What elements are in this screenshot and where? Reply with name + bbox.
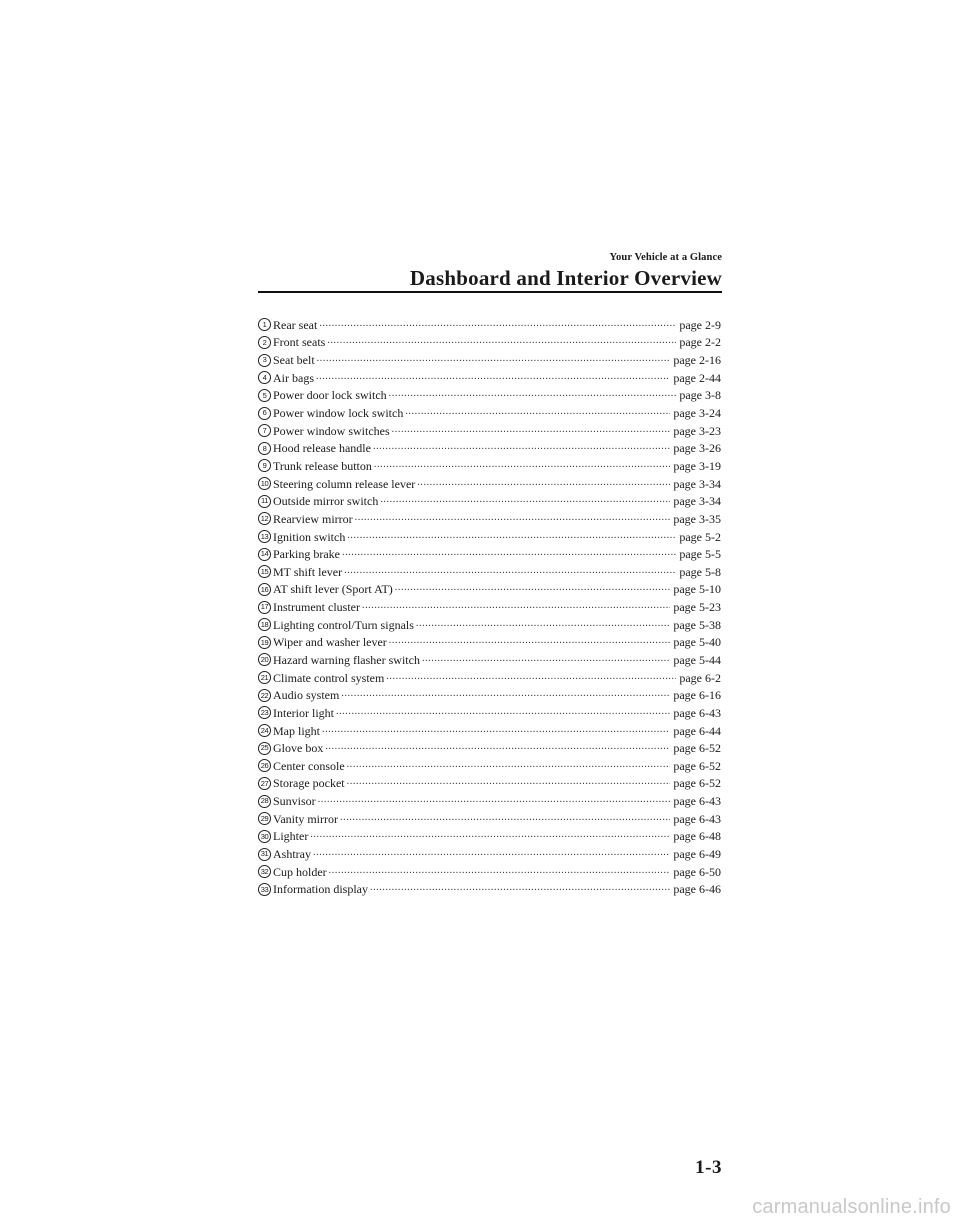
circled-number-badge: 16 — [258, 583, 271, 596]
circled-number-badge: 18 — [258, 618, 271, 631]
page-reference: page 3-23 — [673, 423, 721, 438]
list-item — [258, 492, 721, 510]
list-item — [258, 598, 721, 616]
dot-leader — [422, 652, 670, 666]
circled-number-badge: 12 — [258, 512, 271, 525]
list-item — [258, 404, 721, 422]
list-item — [258, 316, 721, 334]
dot-leader — [417, 476, 670, 490]
circled-number-badge: 2 — [258, 336, 271, 349]
header-rule — [258, 291, 722, 293]
page-reference: page 5-38 — [673, 617, 721, 632]
list-item — [258, 439, 721, 457]
list-item — [258, 616, 721, 634]
page-reference: page 6-49 — [673, 847, 721, 862]
list-item — [258, 510, 721, 528]
item-label: Steering column release lever — [273, 476, 416, 491]
page-number: 1-3 — [695, 1157, 722, 1178]
item-label: AT shift lever (Sport AT) — [273, 582, 393, 597]
page-reference: page 3-24 — [673, 406, 721, 421]
page-reference: page 5-2 — [679, 529, 721, 544]
list-item — [258, 634, 721, 652]
list-item — [258, 369, 721, 387]
item-label: Interior light — [273, 705, 334, 720]
list-item — [258, 828, 721, 846]
list-item — [258, 581, 721, 599]
dot-leader — [362, 599, 670, 613]
list-item — [258, 863, 721, 881]
list-item — [258, 669, 721, 687]
dot-leader — [316, 370, 670, 384]
circled-number-badge: 17 — [258, 601, 271, 614]
page-reference: page 6-52 — [673, 758, 721, 773]
page-reference: page 6-2 — [679, 670, 721, 685]
item-label: Glove box — [273, 741, 324, 756]
list-item — [258, 845, 721, 863]
page-reference: page 6-48 — [673, 829, 721, 844]
dot-leader — [374, 458, 670, 472]
circled-number-badge: 4 — [258, 371, 271, 384]
circled-number-badge: 32 — [258, 865, 271, 878]
page-title: Dashboard and Interior Overview — [409, 266, 722, 290]
page-reference: page 3-26 — [673, 441, 721, 456]
list-item — [258, 686, 721, 704]
page-reference: page 2-2 — [679, 335, 721, 350]
page-reference: page 6-44 — [673, 723, 721, 738]
dot-leader — [347, 758, 671, 772]
list-item — [258, 351, 721, 369]
page-reference: page 5-5 — [679, 547, 721, 562]
list-item — [258, 757, 721, 775]
item-label: Rear seat — [273, 317, 318, 332]
circled-number-badge: 15 — [258, 565, 271, 578]
dot-leader — [405, 405, 670, 419]
dot-leader — [344, 564, 676, 578]
item-label: MT shift lever — [273, 564, 343, 579]
page-reference: page 2-9 — [679, 317, 721, 332]
page-reference: page 3-19 — [673, 458, 721, 473]
item-label: Map light — [273, 723, 320, 738]
dot-leader — [329, 864, 671, 878]
circled-number-badge: 23 — [258, 706, 271, 719]
page-reference: page 5-44 — [673, 652, 721, 667]
dot-leader — [347, 529, 676, 543]
page-reference: page 2-16 — [673, 353, 721, 368]
circled-number-badge: 31 — [258, 848, 271, 861]
dot-leader — [325, 740, 670, 754]
page-reference: page 3-34 — [673, 494, 721, 509]
circled-number-badge: 11 — [258, 495, 271, 508]
dot-leader — [336, 705, 670, 719]
page-reference: page 3-35 — [673, 511, 721, 526]
item-label: Instrument cluster — [273, 600, 360, 615]
list-item — [258, 704, 721, 722]
list-item — [258, 739, 721, 757]
page-header — [258, 252, 722, 290]
circled-number-badge: 14 — [258, 548, 271, 561]
dot-leader — [416, 617, 670, 631]
dot-leader — [327, 334, 676, 348]
dot-leader — [386, 670, 676, 684]
list-item — [258, 387, 721, 405]
item-label: Power door lock switch — [273, 388, 387, 403]
item-label: Front seats — [273, 335, 326, 350]
page-reference: page 3-34 — [673, 476, 721, 491]
item-label: Sunvisor — [273, 794, 316, 809]
item-label: Ashtray — [273, 847, 311, 862]
circled-number-badge: 27 — [258, 777, 271, 790]
page-reference: page 5-40 — [673, 635, 721, 650]
page-reference: page 6-46 — [673, 882, 721, 897]
dot-leader — [342, 546, 676, 560]
circled-number-badge: 21 — [258, 671, 271, 684]
circled-number-badge: 8 — [258, 442, 271, 455]
page-reference: page 6-43 — [673, 794, 721, 809]
circled-number-badge: 26 — [258, 759, 271, 772]
item-label: Power window lock switch — [273, 406, 404, 421]
list-item — [258, 563, 721, 581]
dot-leader — [392, 423, 671, 437]
page-reference: page 5-8 — [679, 564, 721, 579]
item-label: Air bags — [273, 370, 314, 385]
item-label: Outside mirror switch — [273, 494, 379, 509]
dot-leader — [373, 440, 670, 454]
page-reference: page 6-50 — [673, 864, 721, 879]
item-label: Center console — [273, 758, 345, 773]
item-label: Vanity mirror — [273, 811, 338, 826]
section-label: Your Vehicle at a Glance — [609, 252, 722, 263]
dot-leader — [389, 634, 671, 648]
dot-leader — [380, 493, 670, 507]
list-item — [258, 651, 721, 669]
item-label: Parking brake — [273, 547, 340, 562]
dot-leader — [313, 846, 670, 860]
circled-number-badge: 24 — [258, 724, 271, 737]
item-label: Power window switches — [273, 423, 390, 438]
circled-number-badge: 10 — [258, 477, 271, 490]
page-reference: page 3-8 — [679, 388, 721, 403]
page-reference: page 5-10 — [673, 582, 721, 597]
dot-leader — [389, 387, 677, 401]
list-item — [258, 422, 721, 440]
item-label: Climate control system — [273, 670, 385, 685]
dot-leader — [310, 828, 670, 842]
list-item — [258, 792, 721, 810]
item-label: Hood release handle — [273, 441, 371, 456]
page-reference: page 6-16 — [673, 688, 721, 703]
item-label: Lighting control/Turn signals — [273, 617, 414, 632]
list-item — [258, 528, 721, 546]
item-label: Rearview mirror — [273, 511, 353, 526]
item-label: Wiper and washer lever — [273, 635, 387, 650]
circled-number-badge: 20 — [258, 653, 271, 666]
list-item — [258, 810, 721, 828]
circled-number-badge: 30 — [258, 830, 271, 843]
item-label: Information display — [273, 882, 368, 897]
dot-leader — [355, 511, 671, 525]
circled-number-badge: 28 — [258, 795, 271, 808]
circled-number-badge: 22 — [258, 689, 271, 702]
item-label: Hazard warning flasher switch — [273, 652, 420, 667]
circled-number-badge: 29 — [258, 812, 271, 825]
item-label: Ignition switch — [273, 529, 346, 544]
item-reference-list — [258, 316, 721, 898]
circled-number-badge: 13 — [258, 530, 271, 543]
page-reference: page 5-23 — [673, 600, 721, 615]
item-label: Lighter — [273, 829, 309, 844]
list-item — [258, 722, 721, 740]
item-label: Trunk release button — [273, 458, 372, 473]
circled-number-badge: 1 — [258, 318, 271, 331]
dot-leader — [317, 352, 671, 366]
circled-number-badge: 7 — [258, 424, 271, 437]
list-item — [258, 775, 721, 793]
circled-number-badge: 9 — [258, 459, 271, 472]
circled-number-badge: 5 — [258, 389, 271, 402]
list-item — [258, 475, 721, 493]
page-reference: page 6-52 — [673, 741, 721, 756]
circled-number-badge: 3 — [258, 354, 271, 367]
dot-leader — [347, 775, 671, 789]
item-label: Audio system — [273, 688, 340, 703]
dot-leader — [370, 881, 670, 895]
circled-number-badge: 6 — [258, 407, 271, 420]
item-label: Storage pocket — [273, 776, 345, 791]
page-reference: page 6-43 — [673, 705, 721, 720]
list-item — [258, 545, 721, 563]
circled-number-badge: 25 — [258, 742, 271, 755]
item-label: Seat belt — [273, 353, 315, 368]
watermark-text: carmanualsonline.info — [752, 1196, 951, 1218]
dot-leader — [395, 581, 671, 595]
list-item — [258, 881, 721, 899]
dot-leader — [341, 687, 670, 701]
circled-number-badge: 33 — [258, 883, 271, 896]
item-label: Cup holder — [273, 864, 327, 879]
dot-leader — [319, 317, 676, 331]
list-item — [258, 457, 721, 475]
page-reference: page 6-43 — [673, 811, 721, 826]
list-item — [258, 334, 721, 352]
dot-leader — [340, 811, 670, 825]
circled-number-badge: 19 — [258, 636, 271, 649]
page-reference: page 2-44 — [673, 370, 721, 385]
dot-leader — [318, 793, 671, 807]
dot-leader — [322, 723, 670, 737]
page-reference: page 6-52 — [673, 776, 721, 791]
